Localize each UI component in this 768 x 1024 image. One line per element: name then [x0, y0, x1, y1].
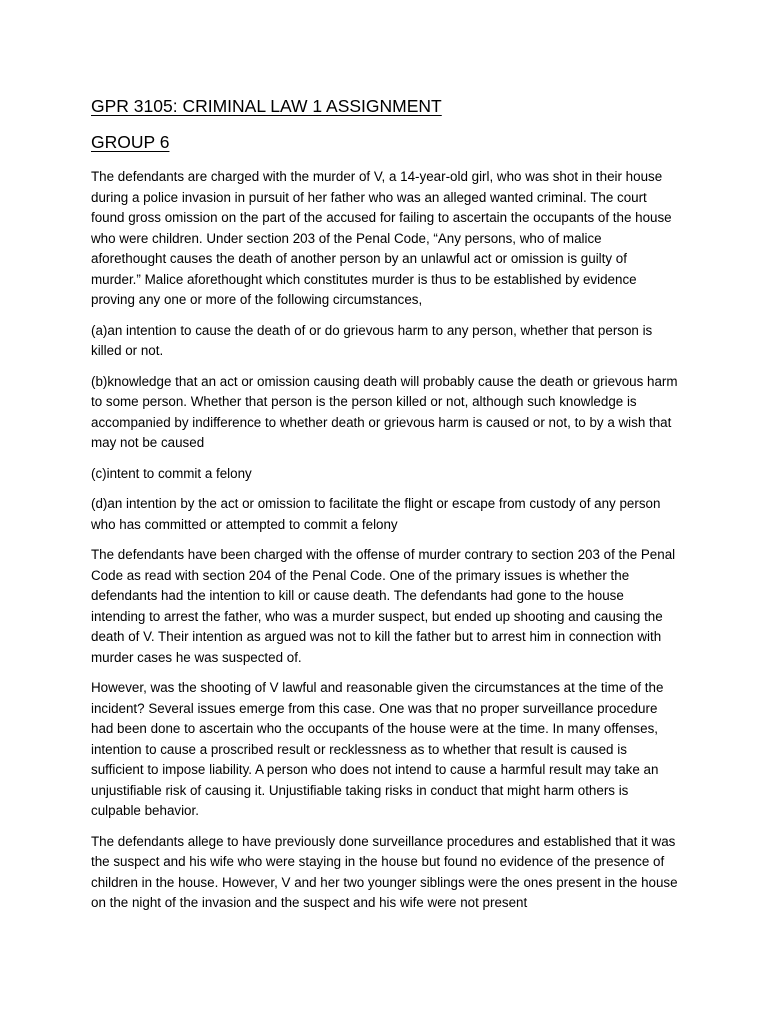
paragraph-intro: The defendants are charged with the murder of V, a 14-year-old girl, who was shot in their house during a police invasion in pursuit of her father who was an alleged wanted criminal. The court found gross omission on the part of the accused for failing to ascertain the occupants of the house who were children. Under section 203 of the Penal Code, “Any persons, who of malice aforethought causes the death of another person by an unlawful act or omission is guilty of murder.” Malice aforethought which constitutes murder is thus to be established by evidence proving any one or more of the following circumstances,	[91, 169, 672, 307]
paragraph-circumstance-a: (a)an intention to cause the death of or do grievous harm to any person, whether that person is killed or not.	[91, 322, 653, 358]
paragraph-circumstance-b: (b)knowledge that an act or omission causing death will probably cause the death or grievous harm to some person. Whether that person is the person killed or not, although such knowledge is accompanied by indifference to whether death or grievous harm is caused or not, to by a wish that may not be caused	[91, 373, 678, 450]
paragraph-charges: The defendants have been charged with the offense of murder contrary to section 203 of the Penal Code as read with section 204 of the Penal Code. One of the primary issues is whether the defendants had the intention to kill or cause death. The defendants had gone to the house intending to arrest the father, who was a murder suspect, but ended up shooting and causing the death of V. Their intention as argued was not to kill the father but to arrest him in connection with murder cases he was suspected of.	[91, 547, 676, 665]
paragraph-lawfulness: However, was the shooting of V lawful and reasonable given the circumstances at the time of the incident? Several issues emerge from this case. One was that no proper surveillance procedure had been done to ascertain who the occupants of the house were at the time. In many offenses, intention to cause a proscribed result or recklessness as to whether that result is caused is sufficient to impose liability. A person who does not intend to cause a harmful result may take an unjustifiable risk of causing it. Unjustifiable taking risks in conduct that might harm others is culpable behavior.	[91, 680, 664, 818]
paragraph-surveillance: The defendants allege to have previously done surveillance procedures and established that it was the suspect and his wife who were staying in the house but found no evidence of the presence of children in the house. However, V and her two younger siblings were the ones present in the house on the night of the invasion and the suspect and his wife were not present	[91, 833, 678, 910]
document-title: GPR 3105: CRIMINAL LAW 1 ASSIGNMENT	[91, 96, 442, 116]
group-heading: GROUP 6	[91, 132, 170, 152]
paragraph-circumstance-d: (d)an intention by the act or omission to facilitate the flight or escape from custody of any person who has committed or attempted to commit a felony	[91, 496, 661, 532]
paragraph-circumstance-c: (c)intent to commit a felony	[91, 465, 252, 481]
